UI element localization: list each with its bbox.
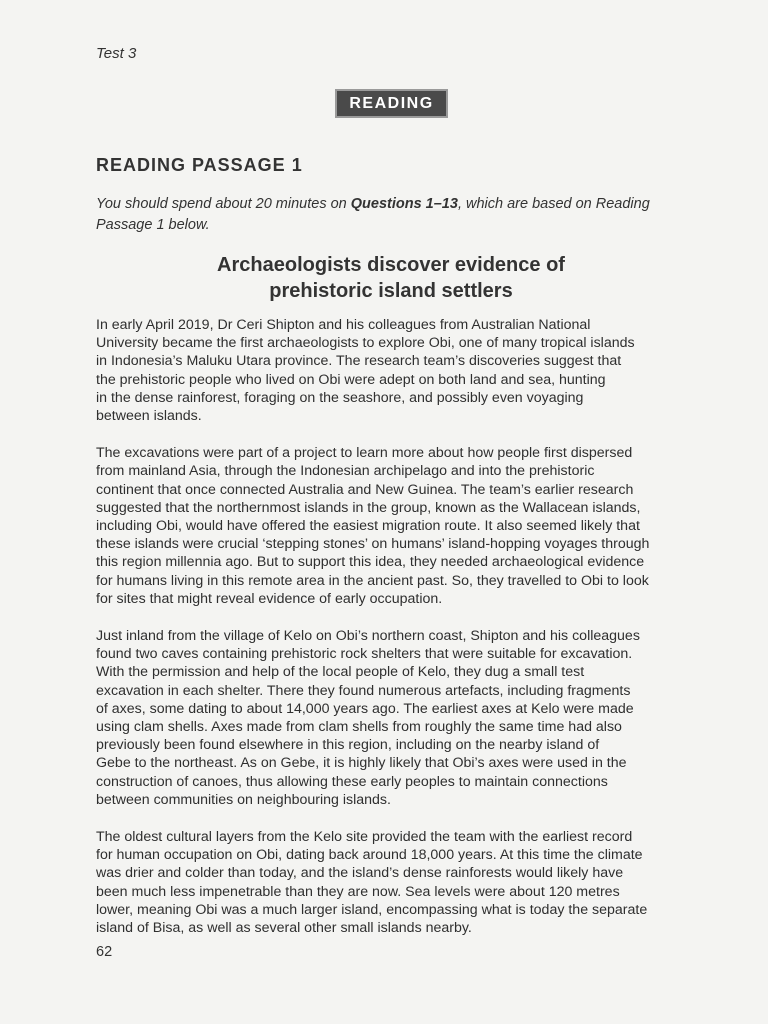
paragraph-line: using clam shells. Axes made from clam shells from roughly the same time had also: [96, 719, 622, 736]
paragraph-line: found two caves containing prehistoric rock shelters that were suitable for excavation.: [96, 646, 633, 663]
article-paragraph: [96, 316, 688, 425]
paragraph-line: construction of canoes, thus allowing these early peoples to maintain connections: [96, 773, 608, 790]
paragraph-line: in the dense rainforest, foraging on the seashore, and possibly even voyaging: [96, 389, 584, 406]
paragraph-line: for human occupation on Obi, dating back around 18,000 years. At this time the climate: [96, 847, 643, 864]
paragraph-line: been much less impenetrable than they are now. Sea levels were about 120 metres: [96, 883, 620, 900]
instruction-questions: Questions 1–13: [350, 196, 458, 212]
paragraph-line: In early April 2019, Dr Ceri Shipton and his colleagues from Australian National: [96, 317, 591, 333]
article-title: [96, 252, 686, 304]
paragraph-line: island of Bisa, as well as several other small islands nearby.: [96, 920, 472, 937]
paragraph-line: this region millennia ago. But to support this idea, they needed archaeological evidence: [96, 554, 645, 571]
article-title-line: prehistoric island settlers: [269, 280, 513, 302]
article-paragraph: [96, 828, 688, 937]
section-banner-reading: READING: [335, 89, 448, 118]
paragraph-line: continent that once connected Australia and New Guinea. The team’s earlier research: [96, 481, 634, 498]
article-paragraph: [96, 627, 688, 809]
paragraph-line: for humans living in this remote area in the ancient past. So, they travelled to Obi to look: [96, 572, 649, 589]
paragraph-line: previously been found elsewhere in this region, including on the nearby island of: [96, 737, 600, 754]
paragraph-line: The oldest cultural layers from the Kelo site provided the team with the earliest record: [96, 829, 633, 846]
paragraph-line: from mainland Asia, through the Indonesian archipelago and into the prehistoric: [96, 463, 595, 480]
page-number: 62: [96, 944, 113, 960]
article-paragraph: [96, 444, 688, 608]
paragraph-line: lower, meaning Obi was a much larger island, encompassing what is today the separate: [96, 901, 648, 918]
paragraph-line: was drier and colder than today, and the island’s dense rainforests would likely have: [96, 865, 624, 882]
paragraph-line: With the permission and help of the local people of Kelo, they dug a small test: [96, 664, 585, 681]
passage-heading: READING PASSAGE 1: [96, 155, 303, 175]
paragraph-line: in Indonesia’s Maluku Utara province. The research team’s discoveries suggest that: [96, 353, 622, 370]
paragraph-line: Just inland from the village of Kelo on Obi’s northern coast, Shipton and his colleagues: [96, 628, 640, 645]
test-label: Test 3: [96, 45, 137, 62]
paragraph-line: for sites that might reveal evidence of early occupation.: [96, 590, 443, 607]
article-title-line: Archaeologists discover evidence of: [217, 254, 565, 276]
paragraph-line: between islands.: [96, 408, 202, 425]
paragraph-line: these islands were crucial ‘stepping stones’ on humans’ island-hopping voyages through: [96, 536, 650, 553]
paragraph-line: suggested that the northernmost islands in the group, known as the Wallacean islands,: [96, 499, 641, 516]
paragraph-line: excavation in each shelter. There they found numerous artefacts, including fragments: [96, 682, 631, 699]
paragraph-line: University became the first archaeologists to explore Obi, one of many tropical islands: [96, 335, 635, 352]
instruction-text: [96, 194, 686, 236]
paragraph-line: between communities on neighbouring islands.: [96, 791, 391, 808]
instruction-suffix: , which are based on Reading Passage 1 below.: [96, 196, 650, 233]
paragraph-line: the prehistoric people who lived on Obi were adept on both land and sea, hunting: [96, 371, 606, 388]
instruction-prefix: You should spend about 20 minutes on: [96, 196, 351, 212]
paragraph-line: Gebe to the northeast. As on Gebe, it is highly likely that Obi’s axes were used in the: [96, 755, 627, 772]
paragraph-line: including Obi, would have offered the easiest migration route. It also seemed likely that: [96, 518, 640, 535]
paragraph-line: The excavations were part of a project to learn more about how people first dispersed: [96, 445, 633, 462]
article-body: [96, 316, 688, 956]
paragraph-line: of axes, some dating to about 14,000 years ago. The earliest axes at Kelo were made: [96, 700, 634, 717]
